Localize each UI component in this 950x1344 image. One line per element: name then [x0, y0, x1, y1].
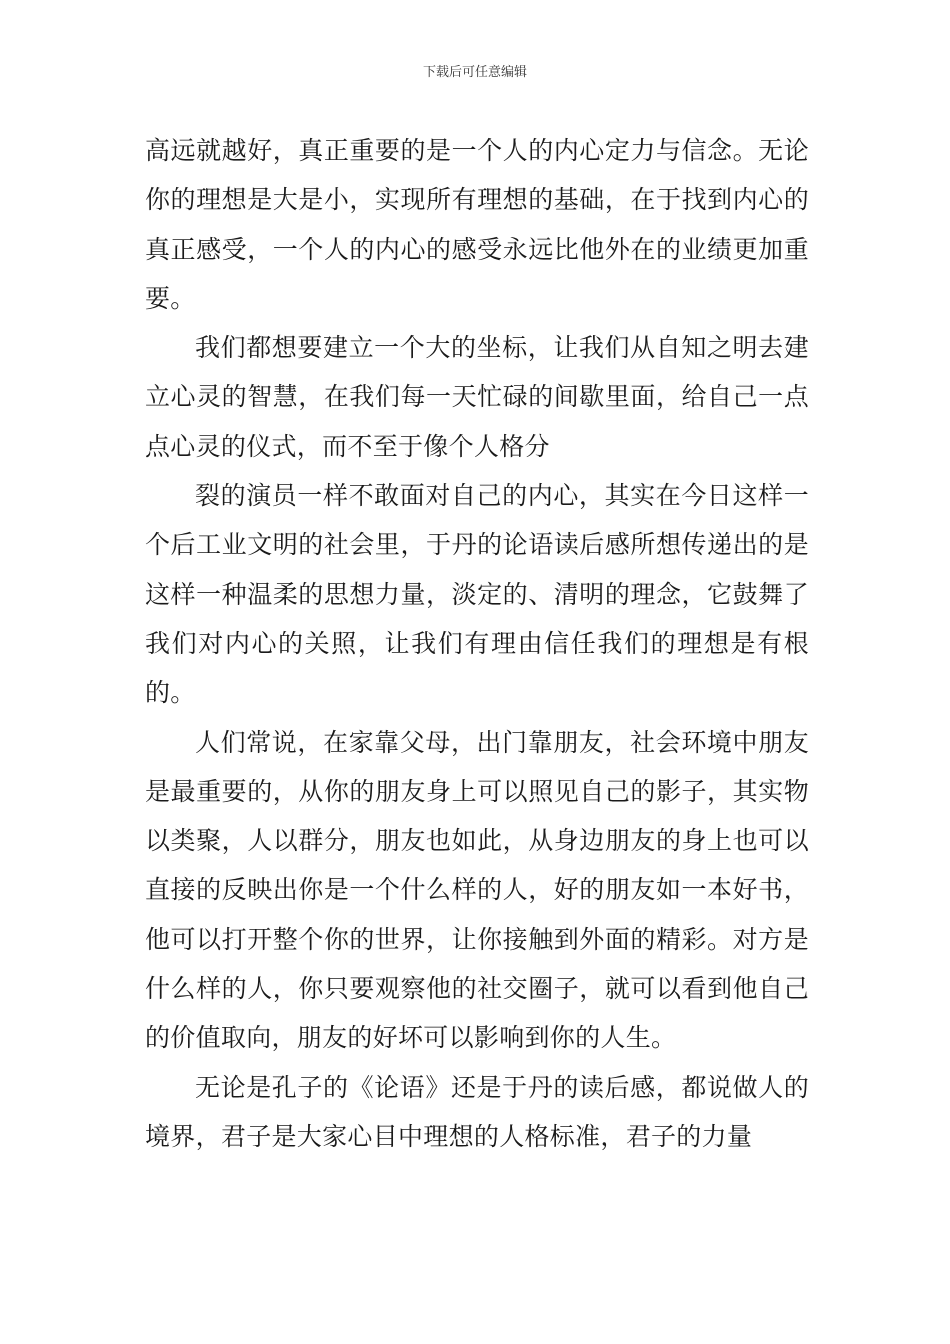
paragraph-1: 高远就越好，真正重要的是一个人的内心定力与信念。无论你的理想是大是小，实现所有理想的基础，在于找到内心的真正感受，一个人的内心的感受永远比他外在的业绩更加重要。: [145, 136, 809, 313]
paragraph-2: 我们都想要建立一个大的坐标，让我们从自知之明去建立心灵的智慧，在我们每一天忙碌的间歇里面，给自己一点点心灵的仪式，而不至于像个人格分: [145, 333, 809, 461]
paragraph-4: 人们常说，在家靠父母，出门靠朋友，社会环境中朋友是最重要的，从你的朋友身上可以照见自己的影子，其实物以类聚，人以群分，朋友也如此，从身边朋友的身上也可以直接的反映出你是一个什么样的人，好的朋友如一本好书，他可以打开整个你的世界，让你接触到外面的精彩。对方是什么样的人，你只要观察他的社交圈子，就可以看到他自己的价值取向，朋友的好坏可以影响到你的人生。: [145, 727, 809, 1053]
paragraph-3: 裂的演员一样不敢面对自己的内心，其实在今日这样一个后工业文明的社会里，于丹的论语读后感所想传递出的是这样一种温柔的思想力量，淡定的、清明的理念，它鼓舞了我们对内心的关照，让我们有理由信任我们的理想是有根的。: [145, 481, 809, 708]
page-header: 下载后可任意编辑: [422, 65, 527, 80]
paragraph-5: 无论是孔子的《论语》还是于丹的读后感，都说做人的境界，君子是大家心目中理想的人格标准，君子的力量: [145, 1072, 809, 1151]
document-body: [145, 126, 809, 1161]
